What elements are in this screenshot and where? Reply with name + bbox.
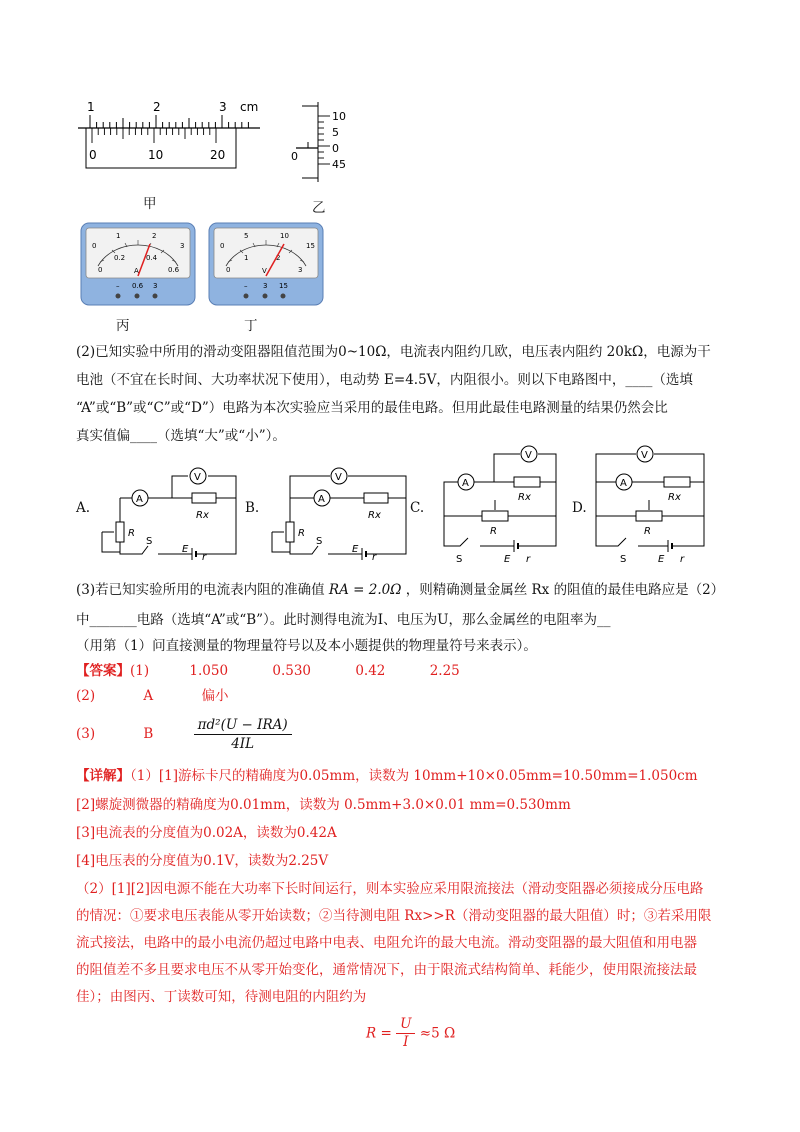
- circuit-label-d: D.: [572, 500, 587, 516]
- answer-2-a: A: [143, 688, 154, 704]
- caption-yi: 乙: [312, 200, 326, 216]
- ammeter-bottom-04: 0.4: [146, 254, 158, 262]
- detail-line4: [4]电压表的分度值为0.1V，读数为2.25V: [76, 853, 329, 869]
- ammeter-top-0: 0: [92, 242, 97, 250]
- detail-formula-den: I: [403, 1034, 409, 1050]
- q3-line1: [76, 580, 724, 600]
- detail-p2: 的情况：①要求电压表能从零开始读数；②当待测电阻 Rx>>R（滑动变阻器的最大阻值）时；③若采用限: [76, 908, 712, 924]
- b-ammeter-label: A: [318, 494, 325, 505]
- b-rx-label: Rx: [368, 510, 381, 521]
- c-e-label: E: [504, 554, 511, 565]
- ammeter-top-1: 1: [116, 232, 121, 240]
- c-r-int-label: r: [526, 554, 531, 565]
- thimble-label-0: 0: [332, 142, 339, 155]
- ammeter-bottom-06: 0.6: [168, 266, 180, 274]
- voltmeter-term-neg: –: [244, 282, 248, 290]
- answer-1-a: 1.050: [189, 663, 229, 679]
- b-r-label: R: [298, 528, 305, 539]
- ammeter-unit: A: [134, 267, 139, 275]
- caliper-label-3: 3: [219, 100, 227, 114]
- detail-l1: （1）[1]游标卡尺的精确度为0.05mm，读数为 10mm+10×0.05mm=10.50mm=1.050cm: [130, 768, 698, 784]
- c-ammeter-label: A: [462, 478, 469, 489]
- voltmeter-top-10: 10: [280, 232, 289, 240]
- d-r-label: R: [644, 526, 651, 537]
- ammeter-term-neg: –: [116, 282, 120, 290]
- caption-jia: 甲: [143, 196, 157, 212]
- caliper-figure: [70, 95, 270, 215]
- caliper-label-1: 1: [87, 100, 95, 114]
- answer-row1: [76, 661, 460, 681]
- ammeter-term-06: 0.6: [132, 282, 144, 290]
- detail-line1: [76, 766, 698, 786]
- detail-p1: （2）[1][2]因电源不能在大功率下长时间运行，则本实验应采用限流接法（滑动变阻器必须接成分压电路: [76, 881, 704, 897]
- micrometer-figure: [290, 98, 370, 188]
- c-voltmeter-label: V: [525, 450, 532, 461]
- sleeve-label-0: 0: [291, 150, 298, 163]
- answer-2-b: 偏小: [201, 688, 229, 704]
- c-r-label: R: [490, 526, 497, 537]
- ammeter-figure: [80, 222, 196, 306]
- voltmeter-unit: V: [262, 267, 267, 275]
- thimble-label-45: 45: [332, 158, 346, 171]
- a-rx-label: Rx: [196, 510, 209, 521]
- circuit-label-b: B.: [245, 500, 260, 516]
- voltmeter-top-0: 0: [220, 242, 225, 250]
- q2-line3: “A”或“B”或“C”或“D”）电路为本次实验应当采用的最佳电路。但用此最佳电路测量的结果仍然会比: [76, 400, 668, 416]
- detail-formula-lhs: R =: [366, 1025, 392, 1042]
- answer-2-num: (2): [76, 688, 96, 704]
- voltmeter-top-15: 15: [306, 242, 315, 250]
- answer-1-b: 0.530: [272, 663, 312, 679]
- voltmeter-term-3: 3: [263, 282, 268, 290]
- answer-row3: [76, 712, 292, 756]
- circuit-c: [430, 440, 570, 570]
- thimble-label-5: 5: [332, 126, 339, 139]
- ammeter-bottom-0: 0: [98, 266, 103, 274]
- voltmeter-figure: [208, 222, 324, 306]
- detail-formula-num: U: [396, 1016, 415, 1034]
- answer-1-d: 2.25: [429, 663, 460, 679]
- q3-line2: 中_______电路（选填“A”或“B”）。此时测得电流为I、电压为U，那么金属丝的电阻率为__: [76, 612, 611, 628]
- answer-3-num: (3): [76, 726, 96, 742]
- circuit-label-c: C.: [410, 500, 425, 516]
- answer-3-choice: B: [143, 726, 154, 742]
- q2-line4: 真实值偏____（选填“大”或“小”）。: [76, 428, 286, 444]
- detail-label: 【详解】: [76, 768, 130, 784]
- answer-1-c: 0.42: [355, 663, 386, 679]
- vernier-label-0: 0: [89, 148, 97, 162]
- circuit-a: [92, 458, 242, 570]
- detail-p3: 流式接法，电路中的最小电流仍超过电路中电表、电阻允许的最大电流。滑动变阻器的最大阻值和用电器: [76, 935, 697, 951]
- d-s-label: S: [620, 554, 627, 565]
- voltmeter-bottom-1: 1: [244, 254, 249, 262]
- detail-line3: [3]电流表的分度值为0.02A，读数为0.42A: [76, 825, 337, 841]
- answer-3-formula-den: 4IL: [231, 736, 255, 752]
- q3-ra-value: RA = 2.0Ω: [328, 582, 402, 598]
- detail-line2: [2]螺旋测微器的精确度为0.01mm，读数为 0.5mm+3.0×0.01 mm=0.530mm: [76, 797, 571, 813]
- voltmeter-bottom-0: 0: [226, 266, 231, 274]
- d-rx-label: Rx: [668, 492, 681, 503]
- circuit-b: [262, 458, 412, 570]
- d-e-label: E: [658, 554, 665, 565]
- thimble-label-10: 10: [332, 110, 346, 123]
- caption-bing: 丙: [116, 318, 130, 334]
- caliper-unit: cm: [240, 100, 259, 114]
- detail-p4: 的阻值差不多且要求电压不从零开始变化，通常情况下，由于限流式结构简单、耗能少，使用限流接法最: [76, 962, 697, 978]
- q3-line1-b: ，则精确测量金属丝 Rx 的阻值的最佳电路应是（2）: [405, 582, 725, 598]
- answer-1-num: (1): [130, 663, 150, 679]
- d-ammeter-label: A: [620, 478, 627, 489]
- voltmeter-top-5: 5: [244, 232, 249, 240]
- detail-formula-frac: [396, 1016, 415, 1051]
- circuit-label-a: A.: [76, 500, 91, 516]
- answer-3-formula: [194, 716, 292, 753]
- circuit-d: [592, 440, 722, 570]
- ammeter-top-3: 3: [180, 242, 185, 250]
- a-r-int-label: r: [202, 552, 207, 563]
- detail-formula: [366, 1016, 455, 1051]
- caliper-label-2: 2: [153, 100, 161, 114]
- q3-line3: （用第（1）问直接测量的物理量符号以及本小题提供的物理量符号来表示）。: [76, 638, 537, 654]
- c-s-label: S: [456, 554, 463, 565]
- vernier-label-20: 20: [210, 148, 226, 162]
- b-voltmeter-label: V: [335, 472, 342, 483]
- a-s-label: S: [146, 536, 153, 547]
- d-r-int-label: r: [680, 554, 685, 565]
- q2-line1: (2)已知实验中所用的滑动变阻器阻值范围为0~10Ω，电流表内阻约几欧，电压表内阻约 20kΩ，电源为干: [76, 344, 711, 360]
- ammeter-bottom-02: 0.2: [114, 254, 126, 262]
- caption-ding: 丁: [244, 318, 258, 334]
- voltmeter-bottom-2: 2: [276, 254, 281, 262]
- b-e-label: E: [352, 544, 359, 555]
- q3-line1-a: (3)若已知实验所用的电流表内阻的准确值: [76, 582, 325, 598]
- d-voltmeter-label: V: [641, 450, 648, 461]
- detail-p5: 佳）；由图丙、丁读数可知，待测电阻的内阻约为: [76, 989, 367, 1005]
- a-r-label: R: [128, 528, 135, 539]
- a-voltmeter-label: V: [194, 472, 201, 483]
- a-ammeter-label: A: [136, 494, 143, 505]
- answer-row2: [76, 686, 228, 706]
- c-rx-label: Rx: [518, 492, 531, 503]
- b-r-int-label: r: [372, 552, 377, 563]
- detail-formula-rhs: ≈5 Ω: [419, 1025, 456, 1042]
- q2-line2: 电池（不宜在长时间、大功率状况下使用），电动势 E=4.5V，内阻很小。则以下电路图中，____（选填: [76, 372, 693, 388]
- b-s-label: S: [316, 536, 323, 547]
- answer-label: 【答案】: [76, 663, 130, 679]
- answer-3-formula-num: πd²(U − IRA): [194, 716, 292, 735]
- vernier-label-10: 10: [148, 148, 164, 162]
- a-e-label: E: [182, 544, 189, 555]
- ammeter-top-2: 2: [152, 232, 157, 240]
- ammeter-term-3: 3: [153, 282, 158, 290]
- voltmeter-bottom-3: 3: [298, 266, 303, 274]
- voltmeter-term-15: 15: [279, 282, 288, 290]
